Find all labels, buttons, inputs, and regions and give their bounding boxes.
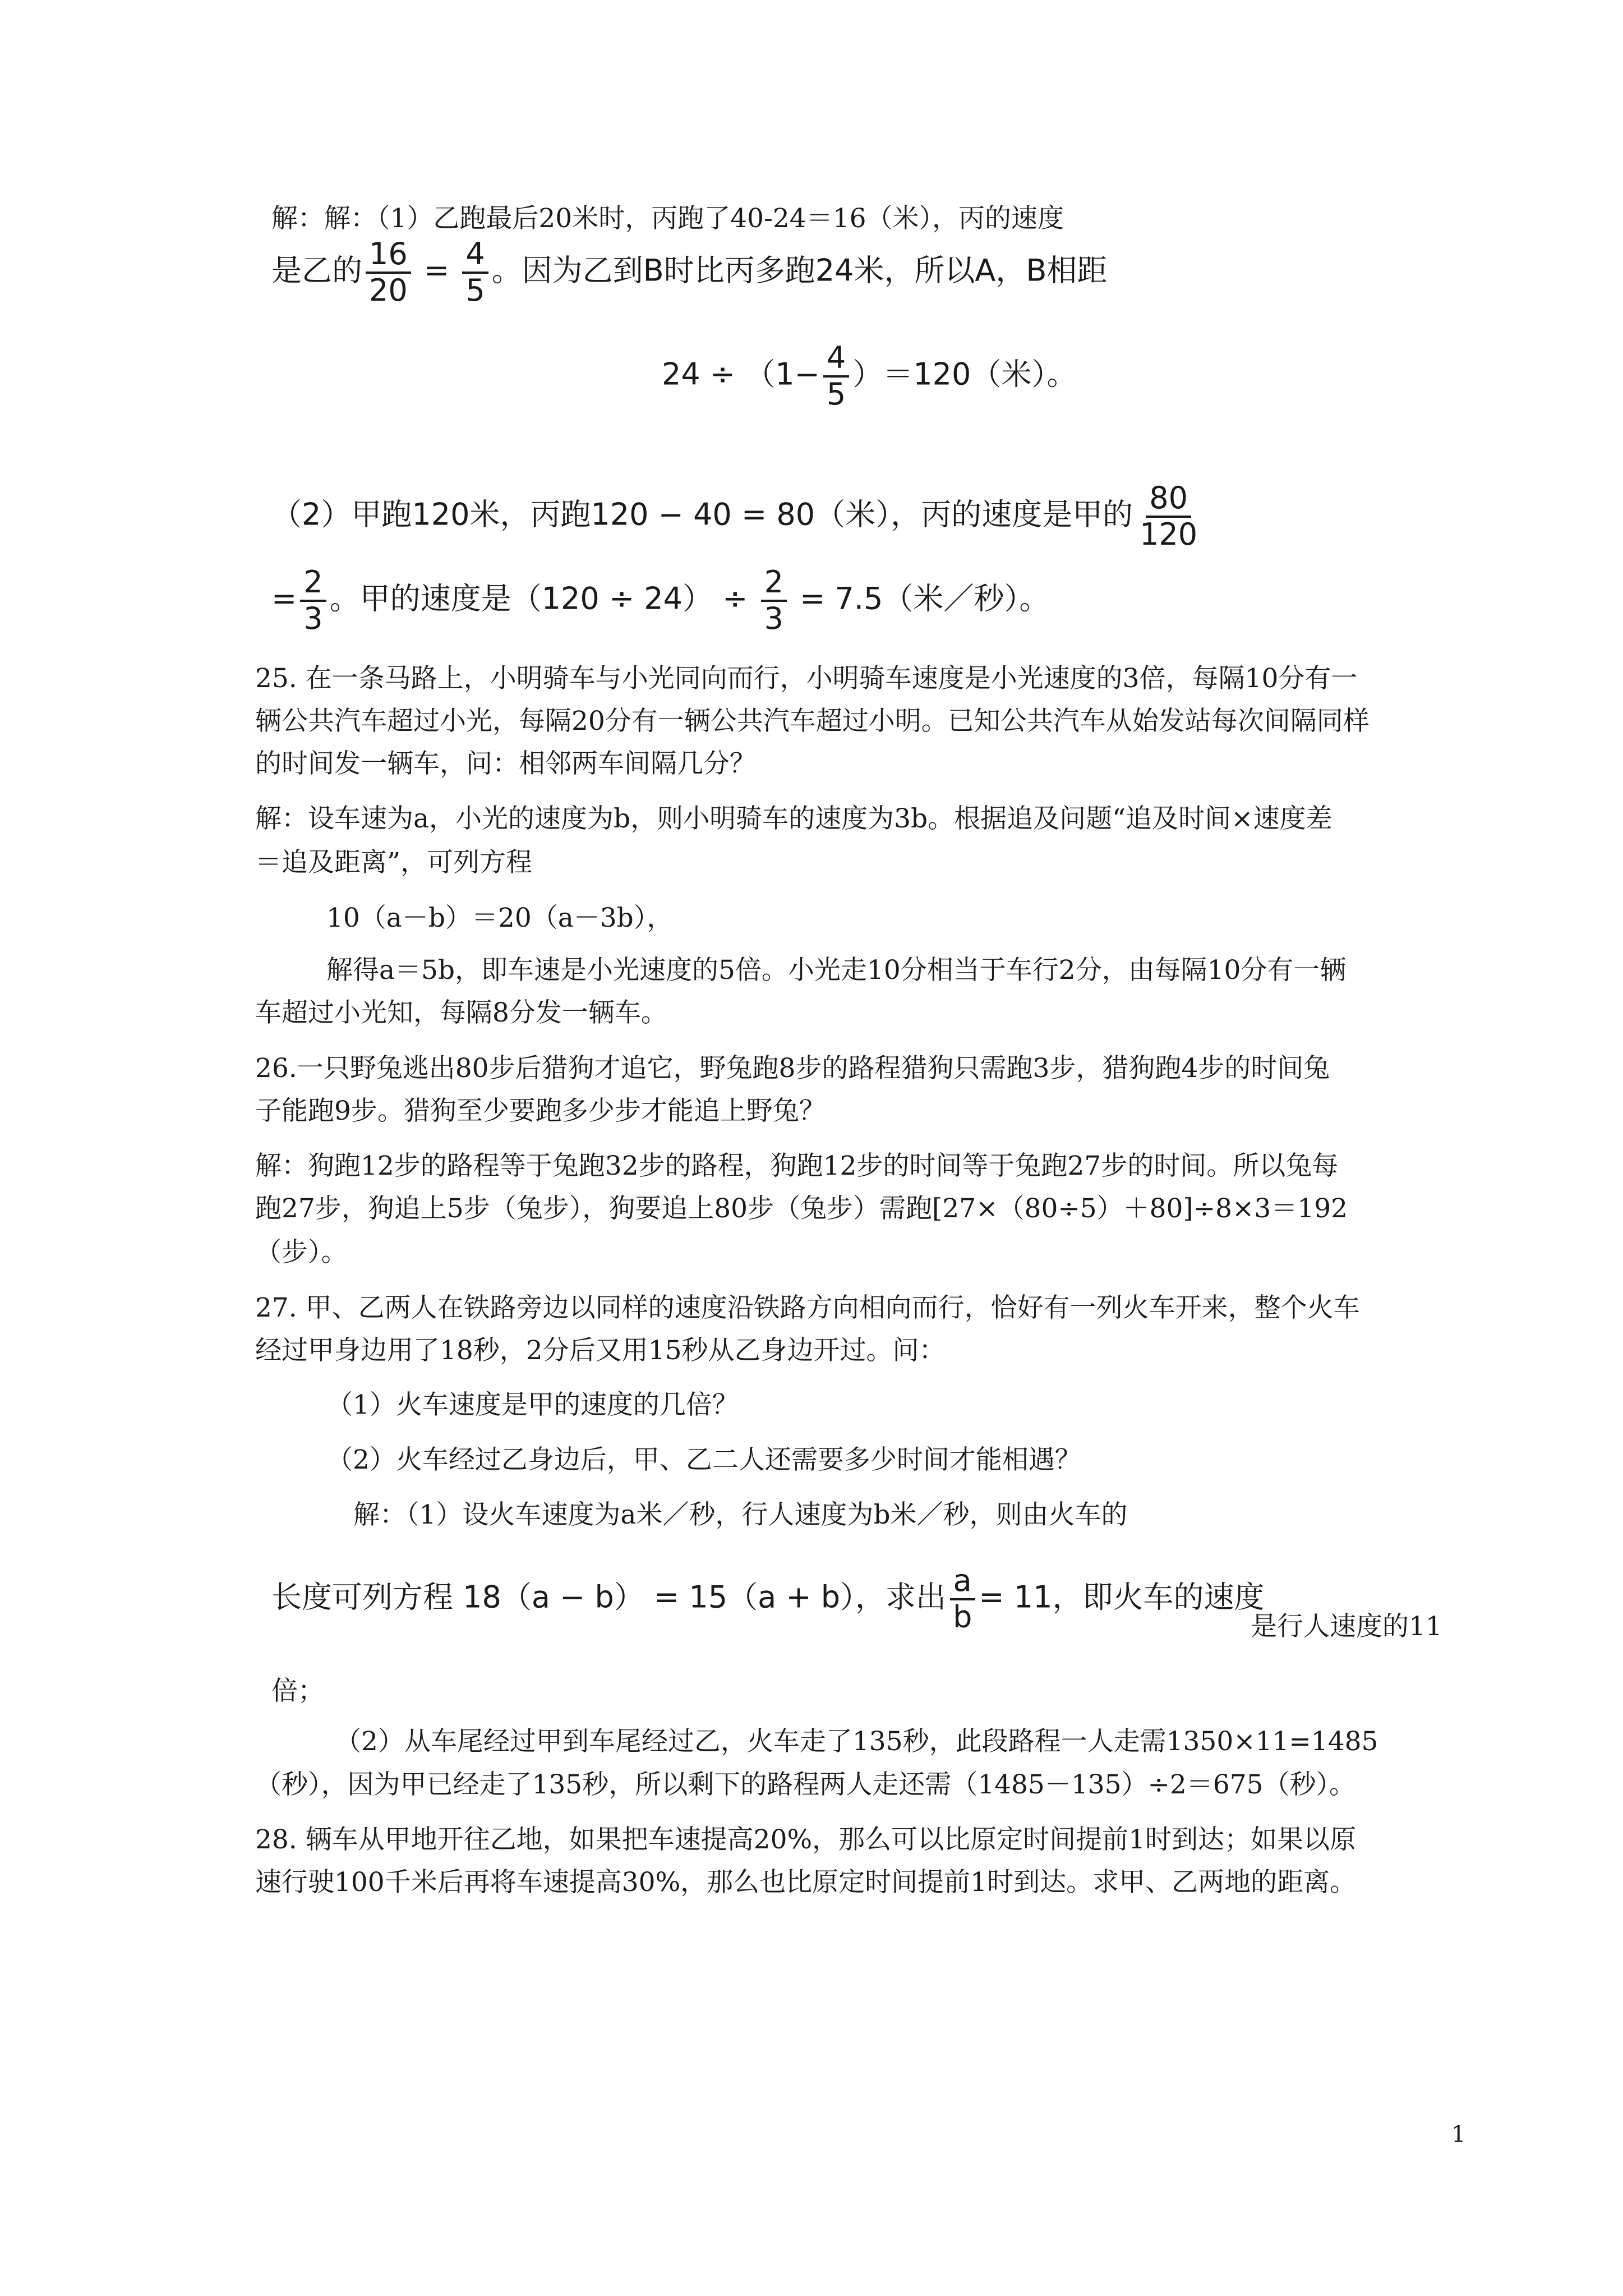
- fraction-denominator: 3: [303, 600, 323, 636]
- fraction-numerator: 16: [366, 238, 411, 274]
- solution-24-line-2: [271, 238, 1107, 306]
- fraction: [761, 564, 787, 636]
- solution-24-line-4: [271, 482, 1204, 550]
- solution-24-line-1: 解：解：（1）乙跑最后20米时，丙跑了40-24＝16（米），丙的速度: [271, 203, 1064, 234]
- fraction: [823, 342, 849, 410]
- problem-27-question-2: （2）火车经过乙身边后，甲、乙二人还需要多少时间才能相遇？: [326, 1444, 1081, 1475]
- text-segment: = 11，即火车的速度: [979, 1579, 1265, 1615]
- problem-27-question-1: （1）火车速度是甲的速度的几倍？: [326, 1389, 739, 1420]
- problem-25-line-2: 辆公共汽车超过小光，每隔20分有一辆公共汽车超过小明。已知公共汽车从始发站每次间隔同样: [255, 706, 1370, 737]
- solution-25-line-1: 解：设车速为a，小光的速度为b，则小明骑车的速度为3b。根据追及问题“追及时间×速度差: [255, 803, 1332, 834]
- text-segment: ）＝120（米）。: [852, 356, 1077, 392]
- fraction-numerator: 2: [300, 567, 326, 602]
- fraction-numerator: 4: [823, 342, 849, 378]
- fraction-denominator: b: [953, 1599, 972, 1635]
- problem-25-line-3: 的时间发一辆车，问：相邻两车间隔几分？: [255, 748, 756, 779]
- fraction-denominator: 5: [465, 272, 485, 308]
- solution-25-line-4: 解得a＝5b，即车速是小光速度的5倍。小光走10分相当于车行2分，由每隔10分有一辆: [326, 955, 1347, 986]
- fraction: [462, 238, 488, 306]
- text-segment: 。因为乙到B时比丙多跑24米，所以A，B相距: [491, 252, 1108, 288]
- solution-27-line-5: （秒），因为甲已经走了135秒，所以剩下的路程两人走还需（1485－135）÷2＝675（秒）。: [255, 1769, 1356, 1800]
- solution-27-line-1: 解：（1）设火车速度为a米／秒，行人速度为b米／秒，则由火车的: [353, 1499, 1128, 1530]
- solution-25-equation: 10（a－b）＝20（a－3b），: [326, 903, 674, 933]
- solution-27-line-3: 倍；: [271, 1676, 324, 1706]
- text-segment: 。甲的速度是（120 ÷ 24） ÷: [329, 581, 748, 616]
- fraction: [300, 564, 326, 636]
- fraction-denominator: 3: [764, 600, 783, 636]
- text-segment: 24 ÷ （1−: [662, 356, 820, 392]
- fraction: [949, 1565, 975, 1633]
- problem-26-line-2: 子能跑9步。猎狗至少要跑多少步才能追上野兔？: [255, 1096, 826, 1126]
- text-segment: 是乙的: [271, 252, 362, 288]
- fraction: [366, 238, 411, 306]
- solution-27-line-2-tail: 是行人速度的11: [1251, 1611, 1442, 1642]
- fraction-numerator: a: [950, 1565, 975, 1600]
- problem-25-line-1: 25. 在一条马路上，小明骑车与小光同向而行，小明骑车速度是小光速度的3倍，每隔10分有一: [255, 663, 1358, 694]
- fraction-numerator: 80: [1146, 482, 1191, 518]
- solution-25-line-2: ＝追及距离”，可列方程: [255, 847, 533, 878]
- solution-24-line-5: [271, 564, 1050, 636]
- problem-28-line-1: 28. 辆车从甲地开往乙地，如果把车速提高20%，那么可以比原定时间提前1时到达；如果以原: [255, 1824, 1357, 1855]
- solution-25-line-5: 车超过小光知，每隔8分发一辆车。: [255, 997, 667, 1028]
- text-segment: = 7.5（米／秒）。: [800, 581, 1050, 616]
- text-segment: =: [271, 581, 297, 616]
- solution-27-line-2: [271, 1565, 1264, 1633]
- page-number: 1: [1451, 2122, 1466, 2147]
- fraction-numerator: 4: [462, 238, 488, 274]
- fraction-denominator: 5: [826, 376, 846, 412]
- text-segment: （2）甲跑120米，丙跑120 − 40 = 80（米），丙的速度是甲的: [271, 496, 1133, 532]
- fraction-numerator: 2: [761, 567, 787, 602]
- solution-26-line-3: （步）。: [255, 1237, 348, 1268]
- problem-27-line-2: 经过甲身边用了18秒，2分后又用15秒从乙身边开过。问：: [255, 1335, 946, 1366]
- fraction: [1136, 482, 1201, 550]
- fraction-denominator: 20: [369, 272, 408, 308]
- solution-26-line-2: 跑27步，狗追上5步（兔步），狗要追上80步（兔步）需跑[27×（80÷5）＋80]÷8×3＝192: [255, 1193, 1348, 1224]
- fraction-denominator: 120: [1140, 516, 1198, 552]
- problem-27-line-1: 27. 甲、乙两人在铁路旁边以同样的速度沿铁路方向相向而行，恰好有一列火车开来，整个火车: [255, 1292, 1360, 1323]
- text-segment: 长度可列方程 18（a − b） = 15（a + b），求出: [271, 1579, 947, 1615]
- solution-27-line-4: （2）从车尾经过甲到车尾经过乙，火车走了135秒，此段路程一人走需1350×11=1485: [335, 1726, 1378, 1757]
- text-segment: =: [423, 252, 450, 288]
- problem-26-line-1: 26.一只野兔逃出80步后猎狗才追它，野兔跑8步的路程猎狗只需跑3步，猎狗跑4步的时间兔: [255, 1053, 1330, 1084]
- solution-24-line-3: [662, 342, 1077, 410]
- problem-28-line-2: 速行驶100千米后再将车速提高30%，那么也比原定时间提前1时到达。求甲、乙两地的距离。: [255, 1867, 1357, 1898]
- solution-26-line-1: 解：狗跑12步的路程等于兔跑32步的路程，狗跑12步的时间等于兔跑27步的时间。所以兔每: [255, 1151, 1339, 1181]
